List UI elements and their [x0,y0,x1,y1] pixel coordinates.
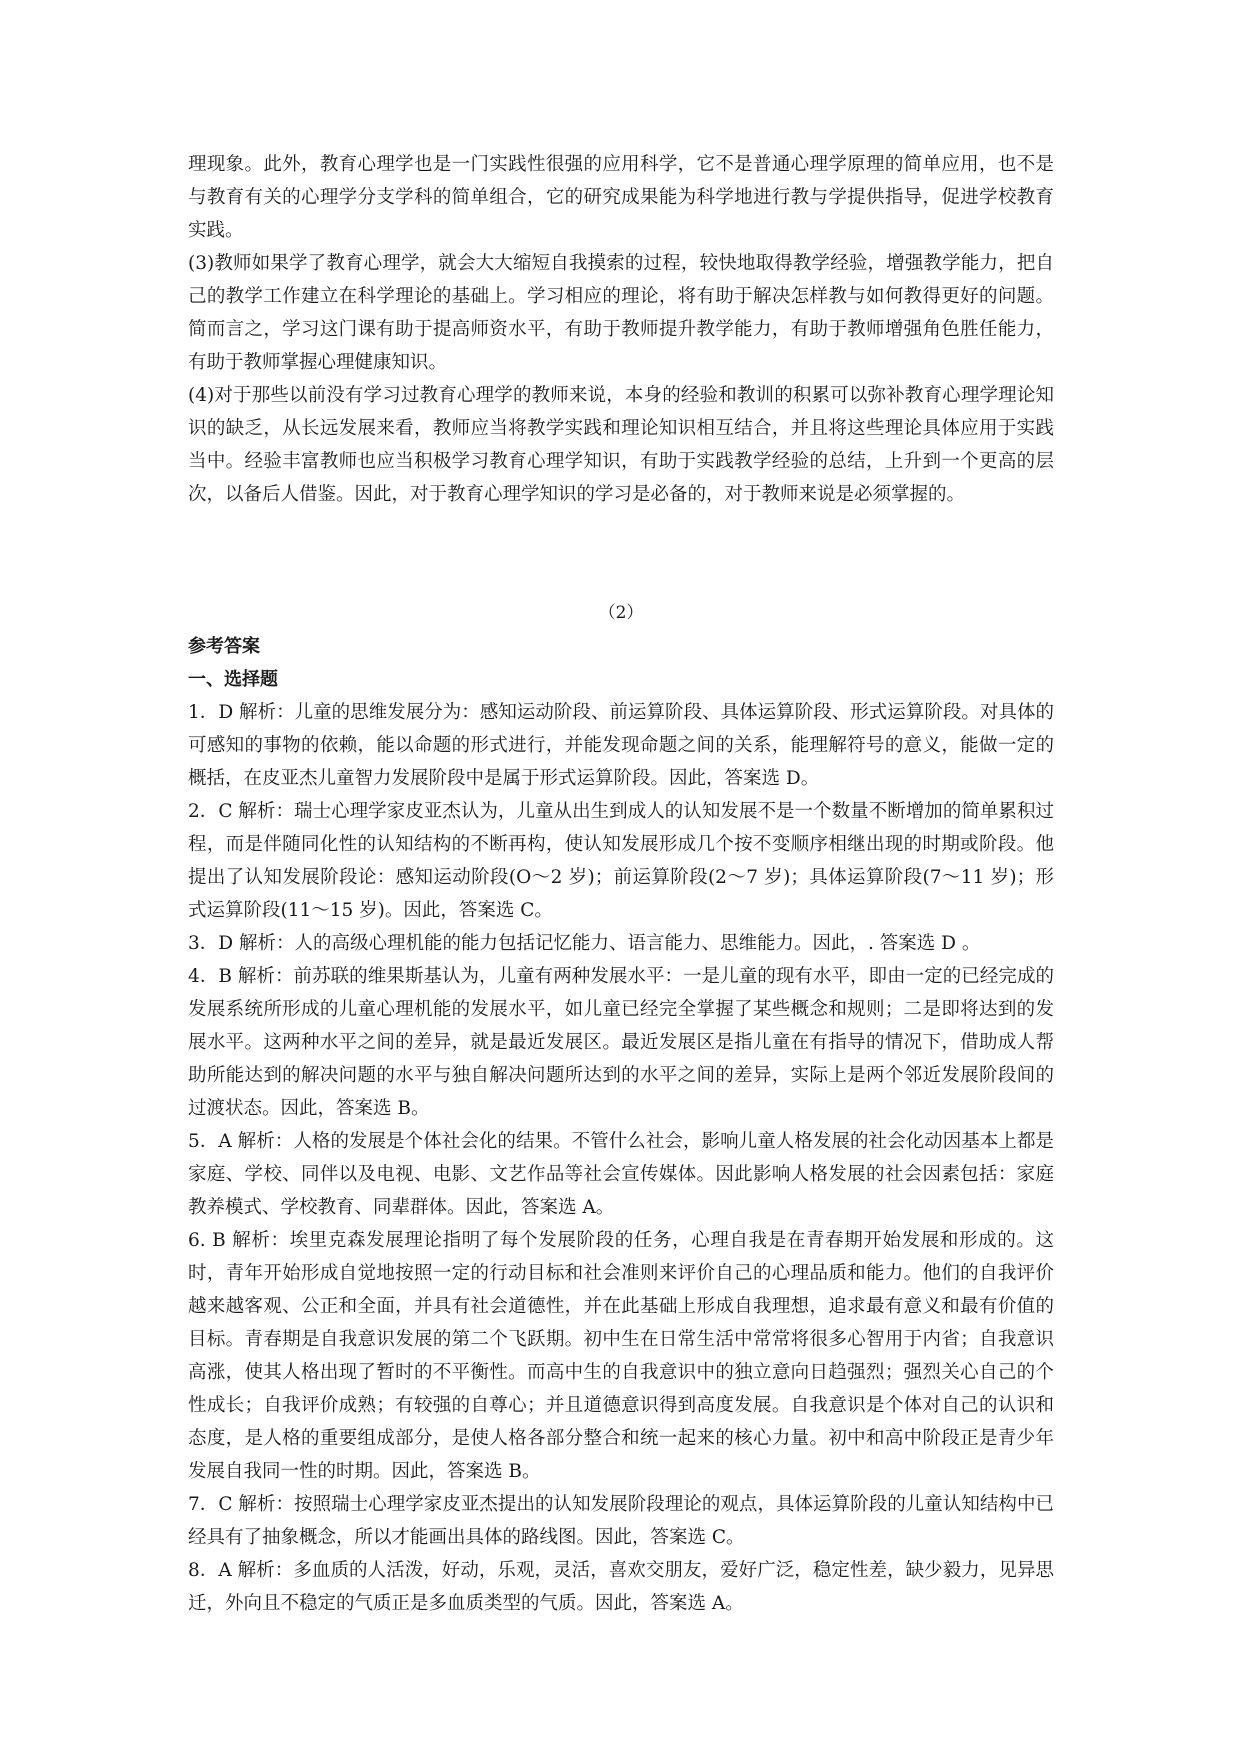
answer-heading: 参考答案 [188,636,260,657]
document-page [188,148,1054,1620]
section-spacer [188,511,1054,597]
paragraph-point-4: (4)对于那些以前没有学习过教育心理学的教师来说，本身的经验和教训的积累可以弥补教育心理学理论知识的缺乏，从长远发展来看，教师应当将教学实践和理论知识相互结合，并且将这些理论具体应用于实践当中。经验丰富教师也应当积极学习教育心理学知识，有助于实践教学经验的总结，上升到一个更高的层次，以备后人借鉴。因此，对于教育心理学知识的学习是必备的，对于教师来说是必须掌握的。 [188,385,1054,505]
answer-item-3: 3．D 解析：人的高级心理机能的能力包括记忆能力、语言能力、思维能力。因此，. 答案选 D 。 [188,933,981,954]
answer-item-4: 4．B 解析：前苏联的维果斯基认为，儿童有两种发展水平：一是儿童的现有水平，即由一定的已经完成的发展系统所形成的儿童心理机能的发展水平，如儿童已经完全掌握了某些概念和规则；二是即将达到的发展水平。这两种水平之间的差异，就是最近发展区。最近发展区是指儿童在有指导的情况下，借助成人帮助所能达到的解决问题的水平与独自解决问题所达到的水平之间的差异，实际上是两个邻近发展阶段间的过渡状态。因此，答案选 B。 [188,966,1054,1119]
answer-item-2: 2．C 解析：瑞士心理学家皮亚杰认为，儿童从出生到成人的认知发展不是一个数量不断增加的简单累积过程，而是伴随同化性的认知结构的不断再构，使认知发展形成几个按不变顺序相继出现的时期或阶段。他提出了认知发展阶段论：感知运动阶段(O～2 岁)；前运算阶段(2～7 岁)；具体运算阶段(7～11 岁)；形式运算阶段(11～15 岁)。因此，答案选 C。 [188,801,1054,921]
answer-item-1: 1．D 解析：儿童的思维发展分为：感知运动阶段、前运算阶段、具体运算阶段、形式运算阶段。对具体的可感知的事物的依赖，能以命题的形式进行，并能发现命题之间的关系，能理解符号的意义，能做一定的概括，在皮亚杰儿童智力发展阶段中是属于形式运算阶段。因此，答案选 D。 [188,702,1054,789]
answer-item-6: 6. B 解析：埃里克森发展理论指明了每个发展阶段的任务，心理自我是在青春期开始发展和形成的。这时，青年开始形成自觉地按照一定的行动目标和社会准则来评价自己的心理品质和能力。他们的自我评价越来越客观、公正和全面，并具有社会道德性，并在此基础上形成自我理想，追求最有意义和最有价值的目标。青春期是自我意识发展的第二个飞跃期。初中生在日常生活中常常将很多心智用于内省；自我意识高涨，使其人格出现了暂时的不平衡性。而高中生的自我意识中的独立意向日趋强烈；强烈关心自己的个性成长；自我评价成熟；有较强的自尊心；并且道德意识得到高度发展。自我意识是个体对自己的认识和态度，是人格的重要组成部分，是使人格各部分整合和统一起来的核心力量。初中和高中阶段正是青少年发展自我同一性的时期。因此，答案选 B。 [188,1230,1054,1482]
choice-heading: 一、选择题 [188,669,278,690]
answer-item-5: 5．A 解析：人格的发展是个体社会化的结果。不管什么社会，影响儿童人格发展的社会化动因基本上都是家庭、学校、同伴以及电视、电影、文艺作品等社会宣传媒体。因此影响人格发展的社会因素包括：家庭教养模式、学校教育、同辈群体。因此，答案选 A。 [188,1131,1054,1218]
paragraph-point-3: (3)教师如果学了教育心理学，就会大大缩短自我摸索的过程，较快地取得教学经验，增强教学能力，把自己的教学工作建立在科学理论的基础上。学习相应的理论，将有助于解决怎样教与如何教得更好的问题。简而言之，学习这门课有助于提高师资水平，有助于教师提升教学能力，有助于教师增强角色胜任能力，有助于教师掌握心理健康知识。 [188,253,1054,373]
answer-item-7: 7．C 解析：按照瑞士心理学家皮亚杰提出的认知发展阶段理论的观点，具体运算阶段的儿童认知结构中已经具有了抽象概念，所以才能画出具体的路线图。因此，答案选 C。 [188,1494,1054,1548]
answer-item-8: 8．A 解析：多血质的人活泼，好动，乐观，灵活，喜欢交朋友，爱好广泛，稳定性差，缺少毅力，见异思迁，外向且不稳定的气质正是多血质类型的气质。因此，答案选 A。 [188,1560,1054,1614]
section-number: （2） [598,603,644,623]
paragraph-continuation: 理现象。此外，教育心理学也是一门实践性很强的应用科学，它不是普通心理学原理的简单应用，也不是与教育有关的心理学分支学科的简单组合，它的研究成果能为科学地进行教与学提供指导，促进学校教育实践。 [188,154,1054,241]
